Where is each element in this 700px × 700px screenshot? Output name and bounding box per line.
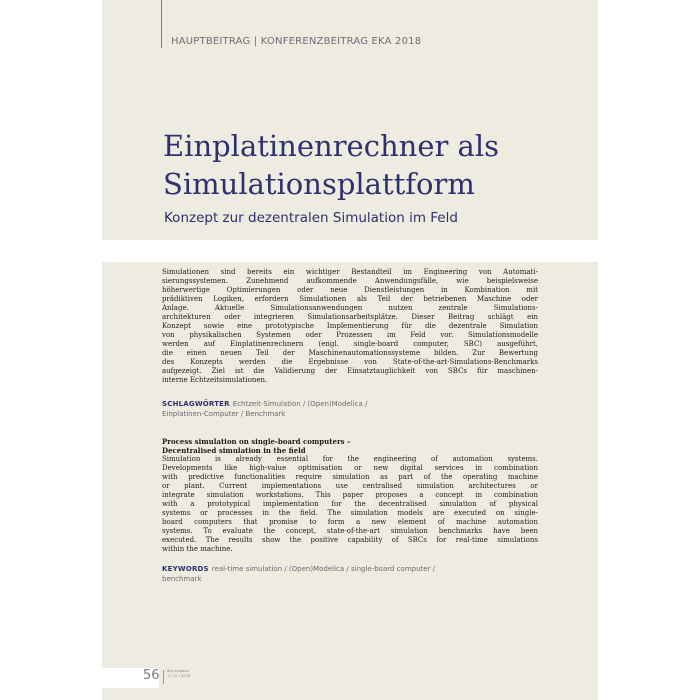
journal-issue: 11-12 / 2018 xyxy=(167,674,191,678)
abstract-de-line: architekturen oder integrieren Simulationsarbeitsplätze. Dieser Beitrag schlägt ein xyxy=(162,313,538,321)
keywords-de-label: SCHLAGWÖRTER xyxy=(162,400,230,408)
abstract-en-heading-2: Decentralised simulation in the field xyxy=(162,446,306,455)
abstract-de-line: aufgezeigt. Ziel ist die Validierung der Einsatztauglichkeit von SBCs für maschinen- xyxy=(162,367,538,375)
abstract-de-line: höherwertige Optimierungen oder neue Dienstleistungen in Kombination mit xyxy=(162,286,538,294)
abstract-en-line: integrate simulation workstations. This paper proposes a concept in combination xyxy=(162,491,538,499)
keywords-en-line-1: real-time simulation / (Open)Modelica / single-board computer / xyxy=(211,565,436,573)
keywords-de-line-1: Echtzeit-Simulation / (Open)Modelica / xyxy=(232,400,368,408)
keywords-english xyxy=(162,565,538,584)
abstract-de-line: sierungssystemen. Zunehmend aufkommende Anwendungsfälle, wie beispielsweise xyxy=(162,277,538,285)
abstract-en-line: executed. The results show the positive capability of SBCs for real-time simulations xyxy=(162,536,538,544)
abstract-en-line: systems. To evaluate the concept, state-of-the-art simulation benchmarks have been xyxy=(162,527,538,535)
keywords-en-label: KEYWORDS xyxy=(162,565,209,573)
white-band xyxy=(102,240,598,262)
abstract-de-line: von physikalischen Systemen oder Prozessen im Feld vor. Simulationsmodelle xyxy=(162,331,538,339)
abstract-german xyxy=(162,268,538,385)
abstract-de-line: Konzept sowie eine prototypische Implementierung für die dezentrale Simulation xyxy=(162,322,538,330)
abstract-de-line: interne Echtzeitsimulationen. xyxy=(162,376,268,384)
abstract-en-line: with a prototypical implementation for the decentralised simulation of physical xyxy=(162,500,538,508)
journal-info xyxy=(167,669,190,679)
abstract-en-line: within the machine. xyxy=(162,545,233,553)
abstract-english xyxy=(162,437,538,554)
abstract-de-line: werden auf Einplatinenrechnern (engl. single-board computer, SBC) ausgeführt, xyxy=(162,340,538,348)
keywords-german xyxy=(162,400,538,419)
keywords-de-line-2: Einplatinen-Computer / Benchmark xyxy=(162,409,286,418)
title-line-2: Simulationsplattform xyxy=(163,167,475,201)
abstract-en-line: Developments like high-value optimisation or new digital services in combination xyxy=(162,464,538,472)
journal-name: atp magazin xyxy=(167,669,190,673)
page-number: 56 xyxy=(143,668,160,683)
keywords-en-line-2: benchmark xyxy=(162,574,202,583)
title-line-1: Einplatinenrechner als xyxy=(163,129,500,163)
abstract-en-line: Simulation is already essential for the engineering of automation systems. xyxy=(162,455,538,463)
article-subtitle: Konzept zur dezentralen Simulation im Feld xyxy=(164,210,458,226)
header-divider xyxy=(161,0,162,48)
abstract-de-line: Simulationen sind bereits ein wichtiger Bestandteil im Engineering von Automati- xyxy=(162,268,538,276)
abstract-de-line: des Konzepts werden die Ergebnisse von State-of-the-art-Simulations-Benchmarks xyxy=(162,358,538,366)
footer-divider xyxy=(163,670,164,684)
abstract-de-line: prädiktiven Logiken, erfordern Simulationen als Teil der betriebenen Maschine oder xyxy=(162,295,538,303)
abstract-de-line: Anlage. Aktuelle Simulationsanwendungen nutzen zentrale Simulations- xyxy=(162,304,538,312)
abstract-en-line: with predictive functionalities require simulation as part of the operating machine xyxy=(162,473,538,481)
abstract-en-line: systems or processes in the field. The simulation models are executed on single- xyxy=(162,509,538,517)
abstract-en-heading-1: Process simulation on single-board computers – xyxy=(162,437,351,446)
abstract-en-line: board computers that promise to form a new element of machine automation xyxy=(162,518,538,526)
abstract-de-line: die einen neuen Teil der Maschinenautomationssysteme bilden. Zur Bewertung xyxy=(162,349,538,357)
article-title xyxy=(163,127,499,203)
abstract-en-line: or plant. Current implementations use centralised simulation architectures or xyxy=(162,482,538,490)
running-head: HAUPTBEITRAG | KONFERENZBEITRAG EKA 2018 xyxy=(171,36,422,47)
